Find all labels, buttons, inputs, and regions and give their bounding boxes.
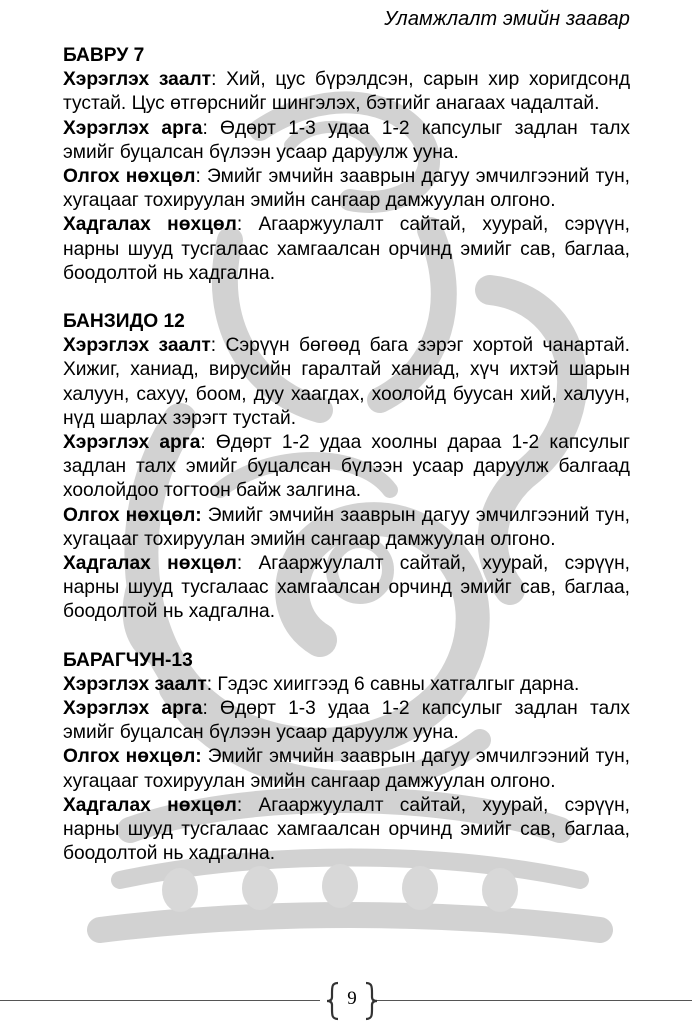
paragraph-dispensing xyxy=(63,745,630,793)
label-separator: : xyxy=(236,214,243,236)
paragraph-label: Хадгалах нөхцөл xyxy=(63,553,237,575)
paragraph-storage xyxy=(63,552,630,625)
paragraph-text: Өдөрт 1-3 удаа 1-2 капсулыг задлан талх эмийг буцалсан бүлээн усаар даруулж ууна. xyxy=(63,698,630,744)
paragraph-text: Өдөрт 1-2 удаа хоолны дараа 1-2 капсулыг задлан талх эмийг буцалсан бүлээн усаар даруулж балгаад хоолойдоо тогтоон байж залгина. xyxy=(63,432,630,502)
section-title: БАРАГЧУН-13 xyxy=(63,649,193,671)
label-separator: : xyxy=(202,698,208,720)
paragraph-dosage xyxy=(63,697,630,745)
paragraph-text: Эмийг эмчийн зааврын дагуу эмчилгээний тун, хугацааг тохируулан эмийн сангаар дамжуулан олгоно. xyxy=(63,504,631,550)
paragraph-text: Хий, цус бүрэлдсэн, сарын хир хоригдсонд тустай. Цус өтгөрснийг шингэлэх, бэтгийг анагаах чадалтай. xyxy=(63,69,631,115)
paragraph-storage xyxy=(63,213,630,286)
paragraph-label: Хэрэглэх заалт xyxy=(63,673,207,695)
paragraph-dispensing xyxy=(63,165,630,213)
paragraph-text: Агааржуулалт сайтай, хуурай, сэрүүн, нарны шууд тусгалаас хамгаалсан орчинд эмийг сав, баглаа, боодолтой нь хадгална. xyxy=(63,214,630,284)
running-header: Уламжлалт эмийн заавар xyxy=(384,8,630,30)
paragraph-indication xyxy=(63,68,630,116)
paragraph-text: Сэрүүн бөгөөд бага зэрэг хортой чанартай. Хижиг, ханиад, вирусийн гаралтай ханиад, хүч ихтэй шарын халуун, сахуу, боом, дуу хаагдах, хоолойд буусан хий, халуун, нүд шарлах зэрэгт тустай. xyxy=(63,335,630,429)
paragraph-storage xyxy=(63,794,630,867)
paragraph-text: Агааржуулалт сайтай, хуурай, сэрүүн, нарны шууд тусгалаас хамгаалсан орчинд эмийг сав, баглаа, боодолтой нь хадгална. xyxy=(63,794,630,865)
paragraph-text: Агааржуулалт сайтай, хуурай, сэрүүн, нарны шууд тусгалаас хамгаалсан орчинд эмийг сав, баглаа, боодолтой нь хадгална. xyxy=(63,553,630,623)
section-title: БАВРУ 7 xyxy=(63,45,145,66)
paragraph-label: Хадгалах нөхцөл xyxy=(63,214,237,236)
footer-rule-left xyxy=(0,1000,320,1001)
paragraph-text: Өдөрт 1-3 удаа 1-2 капсулыг задлан талх эмийг буцалсан бүлээн усаар даруулж ууна. xyxy=(63,117,630,163)
paragraph-indication xyxy=(63,673,630,697)
label-separator: : xyxy=(236,553,243,575)
label-separator: : xyxy=(210,335,217,357)
paragraph-label: Хэрэглэх арга xyxy=(63,432,201,454)
label-separator: : xyxy=(211,69,217,91)
label-separator: : xyxy=(206,673,213,695)
label-separator: : xyxy=(200,432,206,454)
right-brace-icon xyxy=(364,981,378,1021)
paragraph-text: Эмийг эмчийн зааврын дагуу эмчилгээний тун, хугацааг тохируулан эмийн сангаар дамжуулан олгоно. xyxy=(63,746,631,792)
label-separator: : xyxy=(236,794,243,816)
paragraph-dispensing xyxy=(63,504,630,552)
section-baragchun xyxy=(63,649,630,867)
paragraph-dosage xyxy=(63,117,630,165)
paragraph-text: Эмийг эмчийн зааврын дагуу эмчилгээний тун, хугацааг тохируулан эмийн сангаар дамжуулан олгоно. xyxy=(63,166,630,212)
paragraph-label: Олгох нөхцөл: xyxy=(63,504,202,526)
footer-rule-right xyxy=(376,1000,692,1001)
label-separator: : xyxy=(195,166,201,188)
paragraph-label: Хэрэглэх заалт xyxy=(63,335,211,357)
label-separator: : xyxy=(202,117,208,139)
paragraph-text: Гэдэс хииггээд 6 савны хатгалгыг дарна. xyxy=(212,673,580,695)
paragraph-label: Хэрэглэх арга xyxy=(63,117,203,139)
paragraph-label: Олгох нөхцөл: xyxy=(63,746,202,768)
left-brace-icon xyxy=(326,981,340,1021)
paragraph-indication xyxy=(63,334,630,431)
section-banzido xyxy=(63,310,630,625)
section-bavru xyxy=(63,44,630,286)
paragraph-label: Хэрэглэх заалт xyxy=(63,69,212,91)
page-content xyxy=(63,44,630,867)
paragraph-dosage xyxy=(63,431,630,504)
paragraph-label: Олгох нөхцөл xyxy=(63,166,196,188)
paragraph-label: Хэрэглэх арга xyxy=(63,698,203,720)
paragraph-label: Хадгалах нөхцөл xyxy=(63,794,237,816)
page-number: 9 xyxy=(347,988,357,1009)
section-title: БАНЗИДО 12 xyxy=(63,311,185,333)
